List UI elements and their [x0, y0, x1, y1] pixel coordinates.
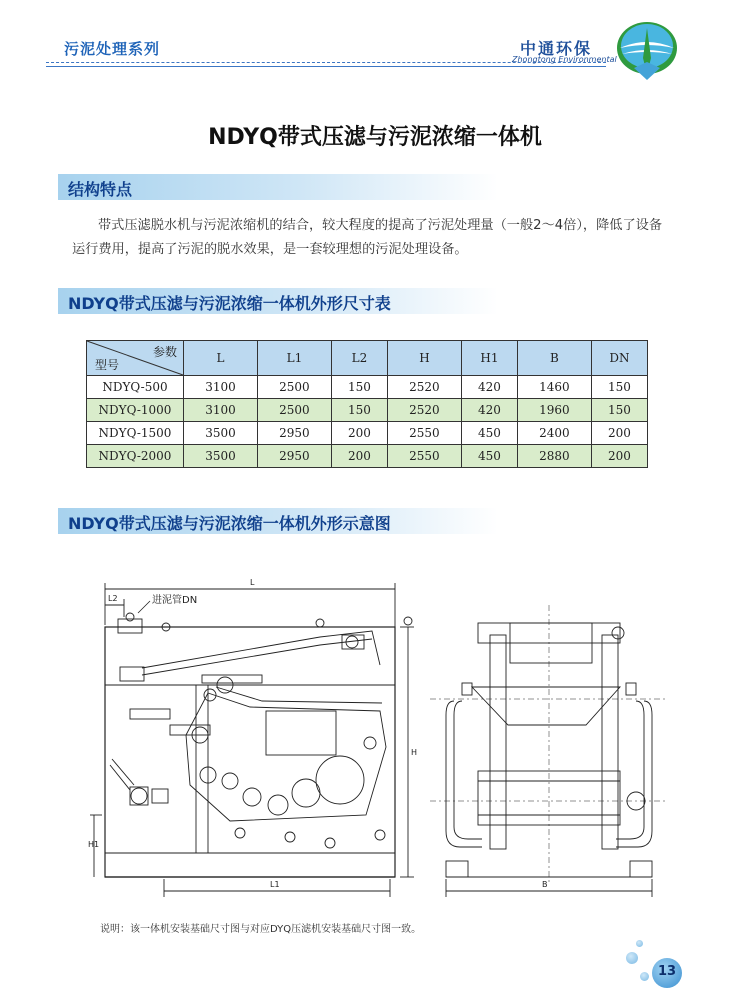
- table-cell: 200: [331, 445, 387, 468]
- machine-outline-drawing: [90, 575, 670, 905]
- dim-label-H: H: [411, 748, 418, 757]
- corner-label-params: 参数: [152, 345, 177, 359]
- table-cell: 3100: [184, 399, 258, 422]
- table-cell: 2500: [257, 376, 331, 399]
- table-row: [87, 445, 648, 468]
- table-cell: 420: [461, 376, 517, 399]
- table-cell: 2400: [517, 422, 591, 445]
- column-header: L1: [257, 341, 331, 376]
- table-cell: 420: [461, 399, 517, 422]
- table-cell: 200: [591, 445, 647, 468]
- company-logo-icon: [612, 18, 682, 82]
- features-line-1: 带式压滤脱水机与污泥浓缩机的结合，较大程度的提高了污泥处理量（一般2～4倍），降低了设备: [98, 218, 663, 233]
- table-cell: 1960: [517, 399, 591, 422]
- table-cell: 1460: [517, 376, 591, 399]
- dim-label-H1: H1: [88, 840, 100, 849]
- table-cell: 2520: [387, 399, 461, 422]
- table-header-row: [87, 341, 648, 376]
- page-number: 13: [657, 964, 677, 979]
- table-cell: 2550: [387, 422, 461, 445]
- table-cell: 2950: [257, 445, 331, 468]
- decor-bubble: [626, 952, 638, 964]
- features-paragraph: [72, 214, 692, 262]
- table-row: [87, 422, 648, 445]
- column-header: L: [184, 341, 258, 376]
- inlet-pipe-label: 进泥管DN: [152, 595, 198, 606]
- table-cell: 450: [461, 422, 517, 445]
- table-cell: 2500: [257, 399, 331, 422]
- table-cell: 2550: [387, 445, 461, 468]
- series-label: 污泥处理系列: [64, 40, 161, 58]
- dim-label-L1: L1: [270, 880, 280, 889]
- table-cell: 150: [591, 376, 647, 399]
- table-cell: 3500: [184, 422, 258, 445]
- section-banner-diagram: [58, 508, 498, 534]
- table-cell: NDYQ-2000: [87, 445, 184, 468]
- table-cell: 450: [461, 445, 517, 468]
- table-cell: 3100: [184, 376, 258, 399]
- table-cell: 2950: [257, 422, 331, 445]
- dimensions-table: [86, 340, 648, 468]
- column-header: DN: [591, 341, 647, 376]
- section-heading-dimensions: NDYQ带式压滤与污泥浓缩一体机外形尺寸表: [68, 294, 391, 313]
- dim-label-L: L: [250, 578, 255, 587]
- company-name-cn: 中通环保: [520, 39, 593, 58]
- table-cell: NDYQ-500: [87, 376, 184, 399]
- table-cell: 3500: [184, 445, 258, 468]
- table-cell: 2880: [517, 445, 591, 468]
- footnote: 说明：该一体机安装基础尺寸图与对应DYQ压滤机安装基础尺寸图一致。: [100, 924, 422, 935]
- features-line-2: 运行费用，提高了污泥的脱水效果，是一套较理想的污泥处理设备。: [72, 242, 468, 257]
- decor-bubble: [640, 972, 649, 981]
- section-banner-dimensions: [58, 288, 498, 314]
- dim-label-B: B: [542, 880, 548, 889]
- table-row: [87, 399, 648, 422]
- page-header: [0, 0, 750, 80]
- column-header: B: [517, 341, 591, 376]
- section-heading-diagram: NDYQ带式压滤与污泥浓缩一体机外形示意图: [68, 514, 391, 533]
- table-cell: 200: [591, 422, 647, 445]
- table-corner-cell: [87, 341, 184, 376]
- table-cell: 200: [331, 422, 387, 445]
- column-header: L2: [331, 341, 387, 376]
- page-title: NDYQ带式压滤与污泥浓缩一体机: [208, 125, 542, 150]
- table-cell: NDYQ-1000: [87, 399, 184, 422]
- table-row: [87, 376, 648, 399]
- dim-label-L2: L2: [108, 594, 118, 603]
- table-cell: NDYQ-1500: [87, 422, 184, 445]
- column-header: H1: [461, 341, 517, 376]
- company-name-en: Zhongtong Environmental: [512, 55, 617, 64]
- section-heading-features: 结构特点: [68, 180, 133, 199]
- decor-bubble: [636, 940, 643, 947]
- table-cell: 150: [331, 399, 387, 422]
- corner-label-model: 型号: [95, 358, 120, 372]
- table-cell: 2520: [387, 376, 461, 399]
- table-cell: 150: [331, 376, 387, 399]
- column-header: H: [387, 341, 461, 376]
- table-cell: 150: [591, 399, 647, 422]
- header-divider-solid: [46, 66, 606, 67]
- section-banner-features: [58, 174, 498, 200]
